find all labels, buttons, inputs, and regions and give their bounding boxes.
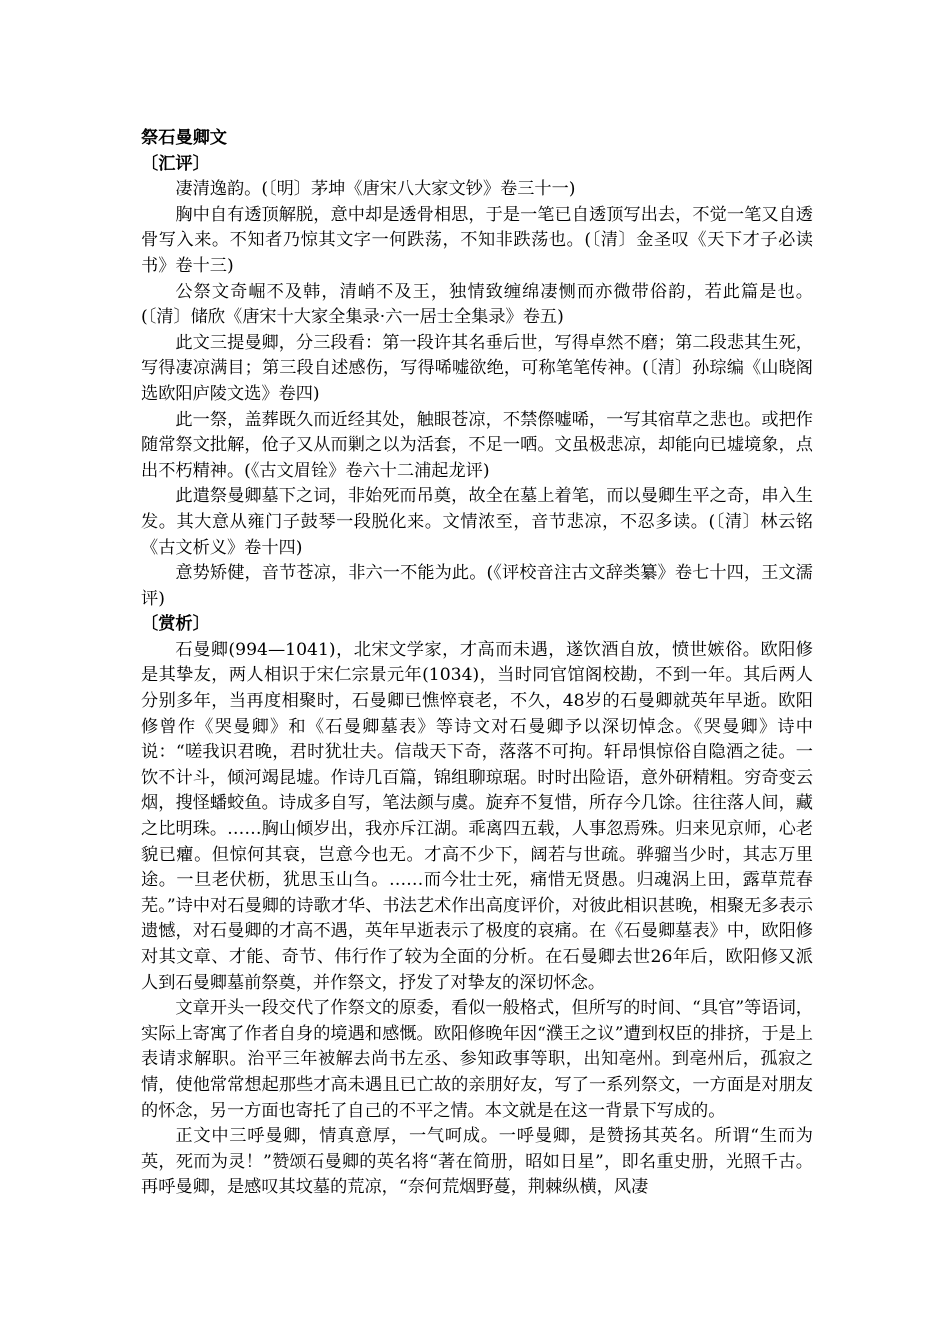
appreciation-paragraph: 正文中三呼曼卿，情真意厚，一气呵成。一呼曼卿，是赞扬其英名。所谓“生而为英，死而为灵！”赞颂石曼卿的英名将“著在简册，昭如日星”，即名重史册，光照千古。再呼曼卿，是感叹其坟墓的荒凉，“奈何荒烟野蔓，荆棘纵横，风凄 xyxy=(141,1126,813,1198)
commentary-paragraph: 此文三提曼卿，分三段看：第一段许其名垂后世，写得卓然不磨；第二段悲其生死，写得凄凉满目；第三段自述感伤，写得唏嘘欲绝，可称笔笔传神。(〔清〕孙琮编《山晓阁选欧阳庐陵文选》卷四) xyxy=(141,332,813,404)
commentary-paragraph: 此遣祭曼卿墓下之词，非始死而吊奠，故全在墓上着笔，而以曼卿生平之奇，串入生发。其大意从雍门子鼓琴一段脱化来。文情浓至，音节悲凉，不忍多读。(〔清〕林云铭《古文析义》卷十四) xyxy=(141,486,813,558)
section-heading-commentary: 〔汇评〕 xyxy=(141,153,210,174)
document-title: 祭石曼卿文 xyxy=(141,128,227,148)
commentary-paragraph: 胸中自有透顶解脱，意中却是透骨相思，于是一笔已自透顶写出去，不觉一笔又自透骨写入来。不知者乃惊其文字一何跌荡，不知非跌荡也。(〔清〕金圣叹《天下才子必读书》卷十三) xyxy=(141,204,813,276)
section-heading-appreciation: 〔赏析〕 xyxy=(141,614,210,635)
commentary-paragraph: 凄清逸韵。(〔明〕茅坤《唐宋八大家文钞》卷三十一) xyxy=(175,179,576,200)
document-page xyxy=(141,126,813,1201)
commentary-paragraph: 此一祭，盖葬既久而近经其处，触眼苍凉，不禁傺嘘唏，一写其宿草之悲也。或把作随常祭文批解，伧子又从而剿之以为活套，不足一哂。文虽极悲凉，却能向已墟境象，点出不朽精神。(《古文眉铨》卷六十二浦起龙评) xyxy=(141,409,813,481)
commentary-paragraph: 公祭文奇崛不及韩，清峭不及王，独情致缠绵凄恻而亦微带俗韵，若此篇是也。(〔清〕储欣《唐宋十大家全集录·六一居士全集录》卷五) xyxy=(141,281,813,328)
commentary-paragraph: 意势矫健，音节苍凉，非六一不能为此。(《评校音注古文辞类纂》卷七十四，王文濡评) xyxy=(141,563,813,609)
appreciation-paragraph: 文章开头一段交代了作祭文的原委，看似一般格式，但所写的时间、“具官”等语词，实际上寄寓了作者自身的境遇和感慨。欧阳修晚年因“濮王之议”遭到权臣的排挤，于是上表请求解职。治平三年被解去尚书左丞、参知政事等职，出知亳州。到亳州后，孤寂之情，使他常常想起那些才高未遇且已亡故的亲朋好友，写了一系列祭文，一方面是对朋友的怀念，另一方面也寄托了自己的不平之情。本文就是在这一背景下写成的。 xyxy=(141,998,813,1121)
appreciation-paragraph: 石曼卿(994—1041)，北宋文学家，才高而未遇，遂饮酒自放，愤世嫉俗。欧阳修是其挚友，两人相识于宋仁宗景元年(1034)，当时同官馆阁校勘，不到一年。其后两人分别多年，当再度相聚时，石曼卿已憔悴衰老，不久，48岁的石曼卿就英年早逝。欧阳修曾作《哭曼卿》和《石曼卿墓表》等诗文对石曼卿予以深切悼念。《哭曼卿》诗中说：“嗟我识君晚，君时犹壮夫。信哉天下奇，落落不可拘。轩昂惧惊俗自隐酒之徒。一饮不计斗，倾河竭昆墟。作诗几百篇，锦组聊琼琚。时时出险语，意外研精粗。穷奇变云烟，搜怪蟠蛟鱼。诗成多自写，笔法颜与虞。旋弃不复惜，所存今几馀。往往落人间，藏之比明珠。……胸山倾岁出，我亦斥江湖。乖离四五载，人事忽焉殊。归来见京师，心老貌已癯。但惊何其衰，岂意今也无。才高不少下，阔若与世疏。骅骝当少时，其志万里途。一旦老伏枥，犹思玉山刍。……而今壮士死，痛惜无贤愚。归魂涡上田，露草荒春芜。”诗中对石曼卿的诗歌才华、书法艺术作出高度评价，对彼此相识甚晚，相聚无多表示遗憾，对石曼卿的才高不遇，英年早逝表示了极度的哀痛。在《石曼卿墓表》中，欧阳修对其文章、才能、奇节、伟行作了较为全面的分析。在石曼卿去世26年后，欧阳修又派人到石曼卿墓前祭奠，并作祭文，抒发了对挚友的深切怀念。 xyxy=(141,639,813,993)
